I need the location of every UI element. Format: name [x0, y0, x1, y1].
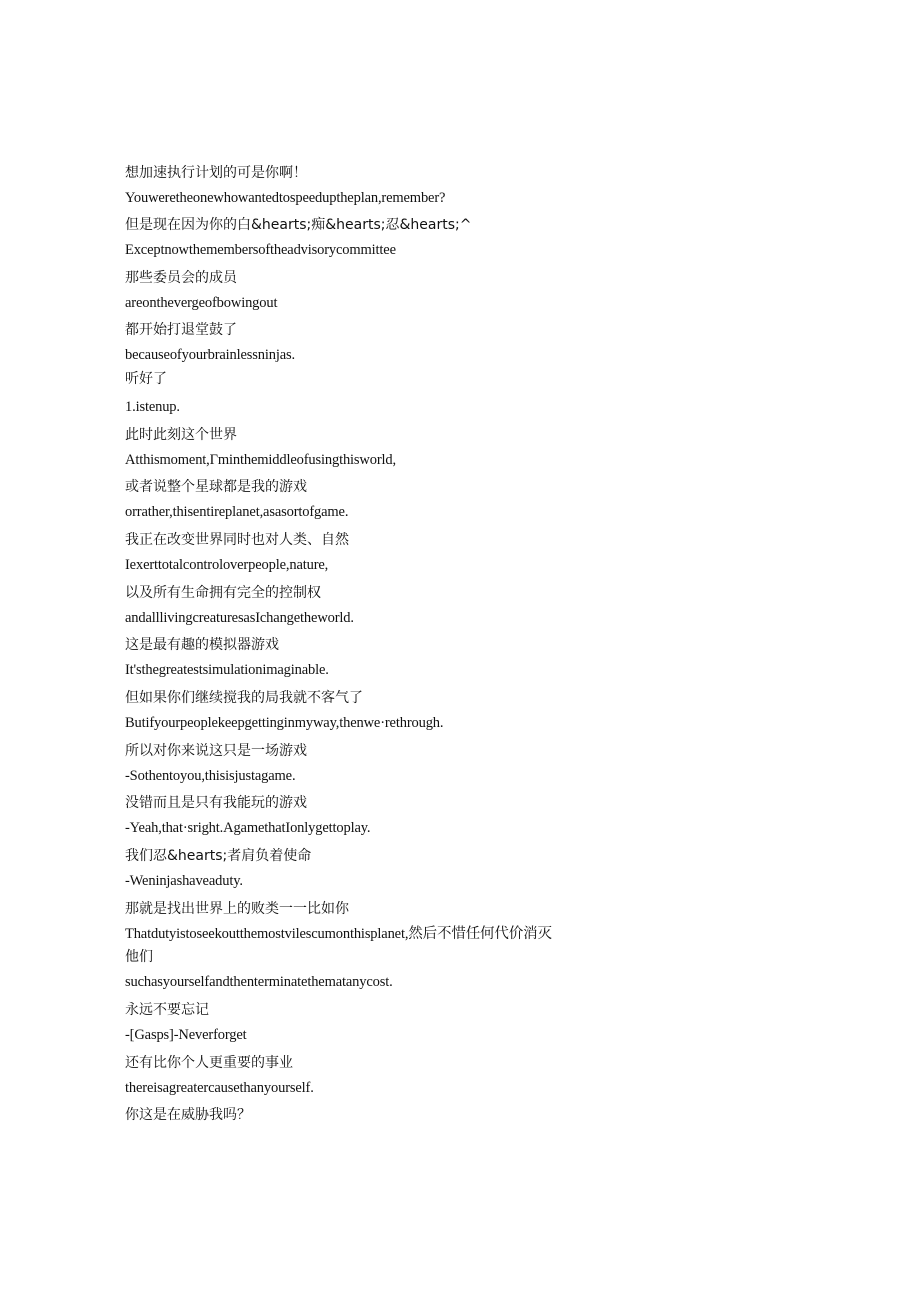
- subtitle-line-en: Atthismoment,Γminthemiddleofusingthisworld,: [125, 452, 396, 468]
- subtitle-line-zh: 他们: [125, 949, 153, 965]
- subtitle-line-en: suchasyourselfandthenterminatethematanycost.: [125, 974, 393, 990]
- subtitle-line-zh: 听好了: [125, 371, 167, 387]
- subtitle-line-en: Youweretheonewhowantedtospeeduptheplan,remember?: [125, 190, 446, 206]
- subtitle-line-zh: 想加速执行计划的可是你啊！: [125, 165, 307, 181]
- subtitle-line-en: -Yeah,that·sright.AgamethatIonlygettoplay.: [125, 820, 371, 836]
- subtitle-line-zh: 此时此刻这个世界: [125, 427, 237, 443]
- subtitle-line-en: thereisagreatercausethanyourself.: [125, 1080, 314, 1096]
- subtitle-line-zh: 那些委员会的成员: [125, 270, 237, 286]
- subtitle-line-en: orrather,thisentireplanet,asasortofgame.: [125, 504, 349, 520]
- subtitle-line-zh: 那就是找出世界上的败类一一比如你: [125, 901, 349, 917]
- subtitle-line-en: Iexerttotalcontroloverpeople,nature,: [125, 557, 329, 573]
- subtitle-line-zh: 我正在改变世界同时也对人类、自然: [125, 532, 349, 548]
- subtitle-line-zh: 我们忍&hearts;者肩负着使命: [125, 848, 312, 864]
- subtitle-line-zh: 都开始打退堂鼓了: [125, 322, 237, 338]
- subtitle-line-zh: 所以对你来说这只是一场游戏: [125, 743, 307, 759]
- subtitle-line-en: Thatdutyistoseekoutthemostvilescumonthisplanet,然后不惜任何代价消灭: [125, 926, 552, 942]
- subtitle-line-en: It'sthegreatestsimulationimaginable.: [125, 662, 329, 678]
- subtitle-line-en: -[Gasps]-Neverforget: [125, 1027, 247, 1043]
- subtitle-line-en: Butifyourpeoplekeepgettinginmyway,thenwe·rethrough.: [125, 715, 444, 731]
- subtitle-line-zh: 你这是在威胁我吗？: [125, 1107, 251, 1123]
- subtitle-line-zh: 这是最有趣的模拟器游戏: [125, 637, 279, 653]
- subtitle-line-zh: 永远不要忘记: [125, 1002, 209, 1018]
- subtitle-line-en: areonthevergeofbowingout: [125, 295, 278, 311]
- subtitle-line-zh: 或者说整个星球都是我的游戏: [125, 479, 307, 495]
- subtitle-line-en: Exceptnowthemembersoftheadvisorycommittee: [125, 242, 396, 258]
- subtitle-line-en: andalllivingcreaturesasIchangetheworld.: [125, 610, 354, 626]
- subtitle-line-en: -Sothentoyou,thisisjustagame.: [125, 768, 296, 784]
- subtitle-line-en: becauseofyourbrainlessninjas.: [125, 347, 295, 363]
- subtitle-line-zh: 但如果你们继续搅我的局我就不客气了: [125, 690, 363, 706]
- subtitle-line-en: 1.istenup.: [125, 399, 180, 415]
- subtitle-line-zh: 但是现在因为你的白&hearts;痴&hearts;忍&hearts;^: [125, 217, 472, 233]
- subtitle-line-zh: 以及所有生命拥有完全的控制权: [125, 585, 321, 601]
- subtitle-line-en: -Weninjashaveaduty.: [125, 873, 243, 889]
- subtitle-line-zh: 没错而且是只有我能玩的游戏: [125, 795, 307, 811]
- subtitle-line-zh: 还有比你个人更重要的事业: [125, 1055, 293, 1071]
